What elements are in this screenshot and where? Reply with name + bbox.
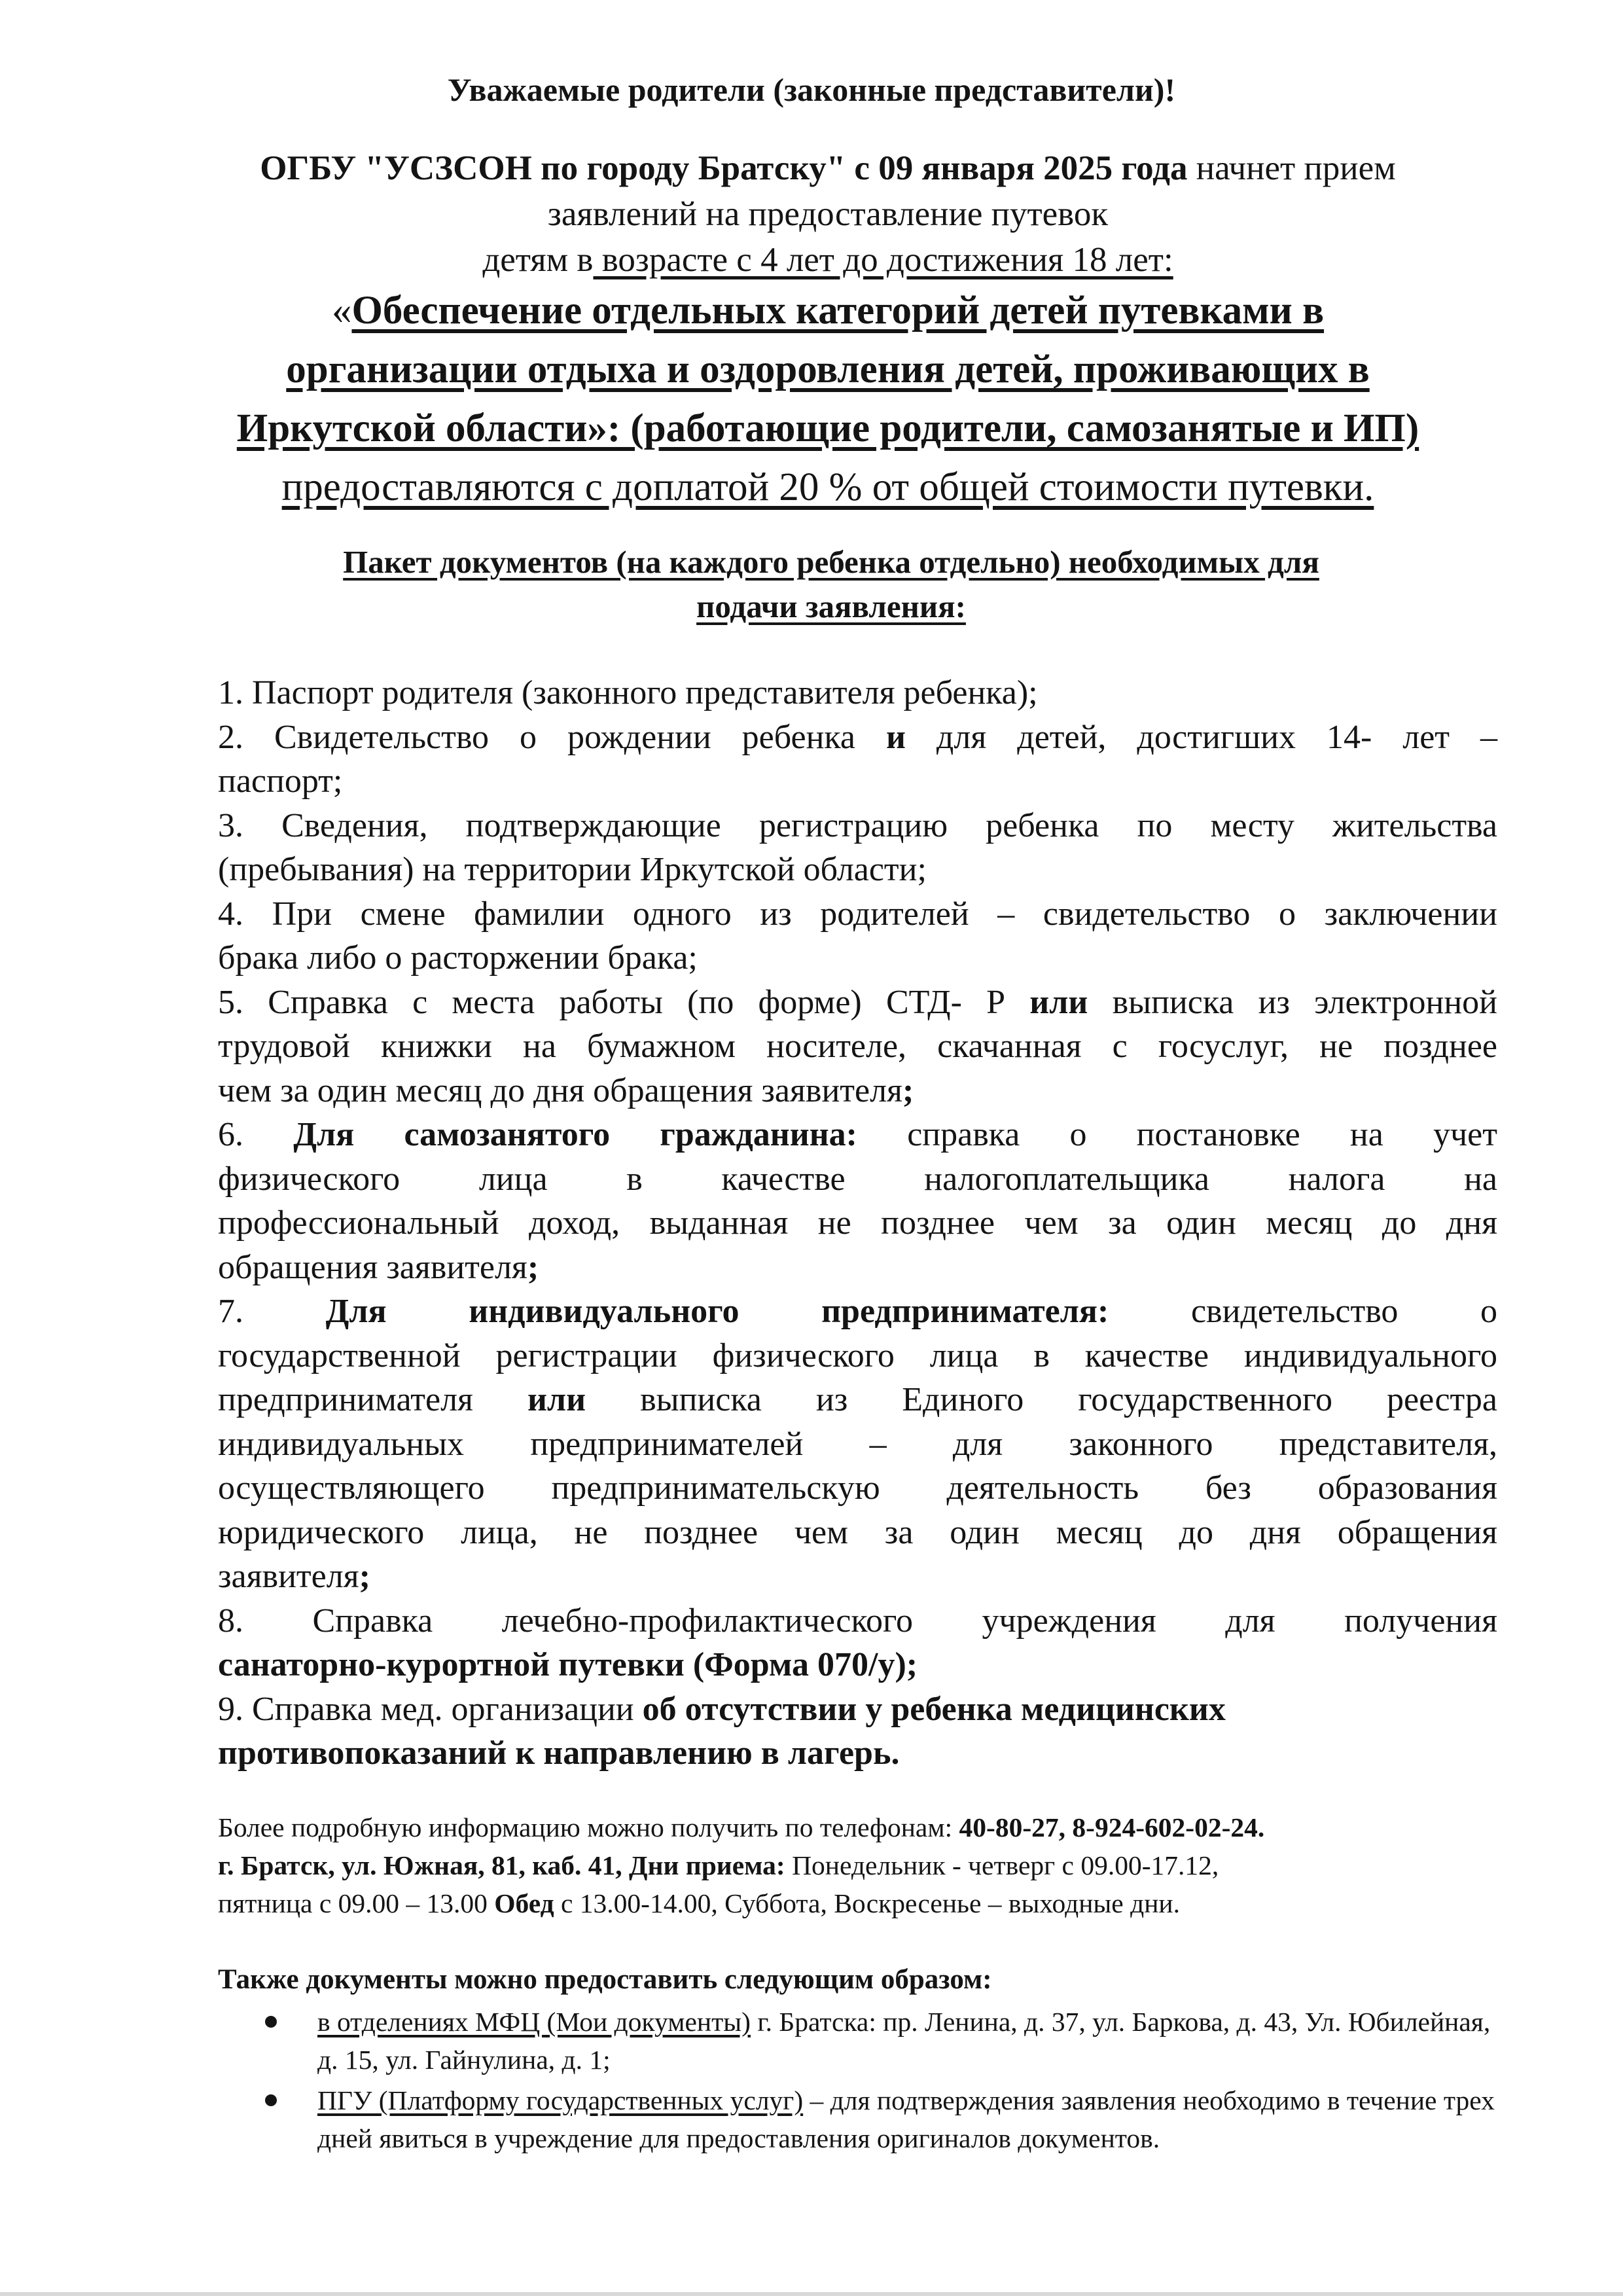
item-7-semicolon: ; [359, 1558, 370, 1595]
item-6-semicolon: ; [527, 1248, 539, 1286]
bullet-dot-icon [265, 2016, 277, 2028]
contacts-intro: Более подробную информацию можно получить по телефонам: [218, 1812, 959, 1842]
intro-org-date: ОГБУ "УСЗСОН по городу Братску" с 09 января 2025 года [260, 149, 1188, 187]
mfc-addresses: г. Братска: пр. Ленина, д. 37, ул. Баркова, д. 43, Ул. Юбилейная, д. 15, ул. Гайнулина, д. 1; [317, 2007, 1491, 2075]
item-7-entrepreneur: Для индивидуального предпринимателя: [325, 1293, 1109, 1330]
contacts-lunch-label: Обед [494, 1888, 554, 1918]
item-5-or: или [1029, 983, 1088, 1021]
item-4-text-b: брака либо о расторжении брака; [218, 939, 698, 977]
bullet-dot-icon [265, 2094, 277, 2106]
program-title [131, 281, 1525, 517]
contacts-lunch-weekend: с 13.00-14.00, Суббота, Воскресенье – выходные дни. [554, 1888, 1180, 1918]
document-item-3 [218, 804, 1497, 892]
item-3-text-a: 3. Сведения, подтверждающие регистрацию ребенка по месту жительства [218, 806, 1497, 844]
item-9-text-a: 9. Справка мед. организации [218, 1690, 643, 1728]
item-2-text-a: 2. Свидетельство о рождении ребенка [218, 718, 886, 756]
document-item-9 [218, 1687, 1497, 1776]
item-8-text-b: санаторно-курортной путевки (Форма 070/у); [218, 1646, 918, 1683]
item-7-text-i: осуществляющего предпринимательскую деятельность без образования [218, 1469, 1497, 1507]
intro-paragraph [177, 145, 1479, 283]
documents-list [218, 671, 1497, 1776]
item-6-text-f: обращения заявителя [218, 1248, 527, 1286]
scan-bottom-edge [0, 2292, 1623, 2296]
item-7-text-k: заявителя [218, 1558, 359, 1595]
package-title-line-2: подачи заявления: [696, 588, 966, 624]
contacts-schedule-friday: пятница с 09.00 – 13.00 [218, 1888, 495, 1918]
document-item-1: 1. Паспорт родителя (законного представителя ребенка); [218, 674, 1038, 711]
item-6-text-d: физического лица в качестве налогоплательщика налога на [218, 1160, 1497, 1198]
item-5-text-d: трудовой книжки на бумажном носителе, скачанная с госуслуг, не позднее [218, 1028, 1497, 1065]
item-7-text-g: выписка из Единого государственного реестра [586, 1381, 1497, 1418]
document-item-5 [218, 980, 1497, 1113]
intro-age-range: возрасте с 4 лет до достижения 18 лет: [593, 241, 1173, 279]
item-7-text-e: предпринимателя [218, 1381, 527, 1418]
document-item-8 [218, 1599, 1497, 1687]
item-7-text-d: государственной регистрации физического лица в качестве индивидуального [218, 1336, 1497, 1374]
mfc-link[interactable]: в отделениях МФЦ (Мои документы) [317, 2007, 751, 2037]
contacts-address: г. Братск, ул. Южная, 81, каб. 41, Дни приема: [218, 1850, 785, 1880]
contacts-schedule-weekdays: Понедельник - четверг с 09.00-17.12, [785, 1850, 1219, 1880]
item-7-text-c: свидетельство о [1109, 1293, 1498, 1330]
item-4-text-a: 4. При смене фамилии одного из родителей – свидетельство о заключении [218, 895, 1497, 933]
package-title [216, 540, 1446, 629]
item-6-text-c: справка о постановке на учет [857, 1116, 1497, 1153]
item-7-text-h: индивидуальных предпринимателей – для законного представителя, [218, 1425, 1497, 1463]
item-8-text-a: 8. Справка лечебно-профилактического учреждения для получения [218, 1602, 1497, 1640]
program-open-quote: « [331, 289, 352, 332]
item-3-text-b: (пребывания) на территории Иркутской области; [218, 851, 927, 888]
intro-line-3-prefix: детям в [482, 241, 594, 279]
program-line-4: предоставляются с доплатой 20 % от общей стоимости путевки. [281, 465, 1374, 509]
also-item-mfc [265, 2003, 1495, 2079]
item-7-number: 7. [218, 1293, 326, 1330]
item-7-or: или [527, 1381, 586, 1418]
program-line-2: организации отдыха и оздоровления детей, проживающих в [286, 348, 1370, 391]
greeting-heading: Уважаемые родители (законные представители)! [447, 71, 1176, 108]
item-5-semicolon: ; [902, 1071, 914, 1109]
item-2-text-c: для детей, достигших 14- лет – [905, 718, 1497, 756]
program-line-3: Иркутской области»: (работающие родители, самозанятые и ИП) [236, 406, 1419, 450]
program-line-1: Обеспечение отдельных категорий детей путевками в [351, 289, 1325, 332]
intro-line-2: заявлений на предоставление путевок [547, 195, 1109, 233]
item-6-self-employed: Для самозанятого гражданина: [293, 1116, 858, 1153]
item-7-text-j: юридического лица, не позднее чем за один месяц до дня обращения [218, 1513, 1497, 1551]
item-6-number: 6. [218, 1116, 294, 1153]
item-5-text-e: чем за один месяц до дня обращения заявителя [218, 1071, 902, 1109]
contacts-phones: 40-80-27, 8-924-602-02-24. [959, 1812, 1265, 1842]
item-5-text-c: выписка из электронной [1088, 983, 1498, 1021]
item-5-text-a: 5. Справка с места работы (по форме) СТД- Р [218, 983, 1030, 1021]
also-list [265, 2003, 1495, 2160]
intro-rest: начнет прием [1187, 149, 1396, 187]
item-6-text-e: профессиональный доход, выданная не позднее чем за один месяц до дня [218, 1204, 1497, 1242]
document-item-6 [218, 1113, 1497, 1289]
package-title-line-1: Пакет документов (на каждого ребенка отдельно) необходимых для [343, 544, 1319, 580]
document-item-7 [218, 1289, 1497, 1599]
item-2-and: и [885, 718, 906, 756]
item-9-text-c: противопоказаний к направлению в лагерь. [218, 1734, 900, 1772]
item-2-text-d: паспорт; [218, 762, 343, 800]
also-item-pgu [265, 2081, 1495, 2157]
pgu-instructions: – для подтверждения заявления необходимо в течение трех дней явиться в учреждение для предоставления оригиналов документов. [317, 2085, 1495, 2153]
document-item-2 [218, 715, 1497, 804]
also-title: Также документы можно предоставить следующим образом: [218, 1964, 992, 1995]
document-item-4 [218, 892, 1497, 980]
item-9-text-b: об отсутствии у ребенка медицинских [642, 1690, 1226, 1728]
contacts-block [218, 1808, 1497, 1922]
pgu-link[interactable]: ПГУ (Платформу государственных услуг) [317, 2085, 804, 2115]
